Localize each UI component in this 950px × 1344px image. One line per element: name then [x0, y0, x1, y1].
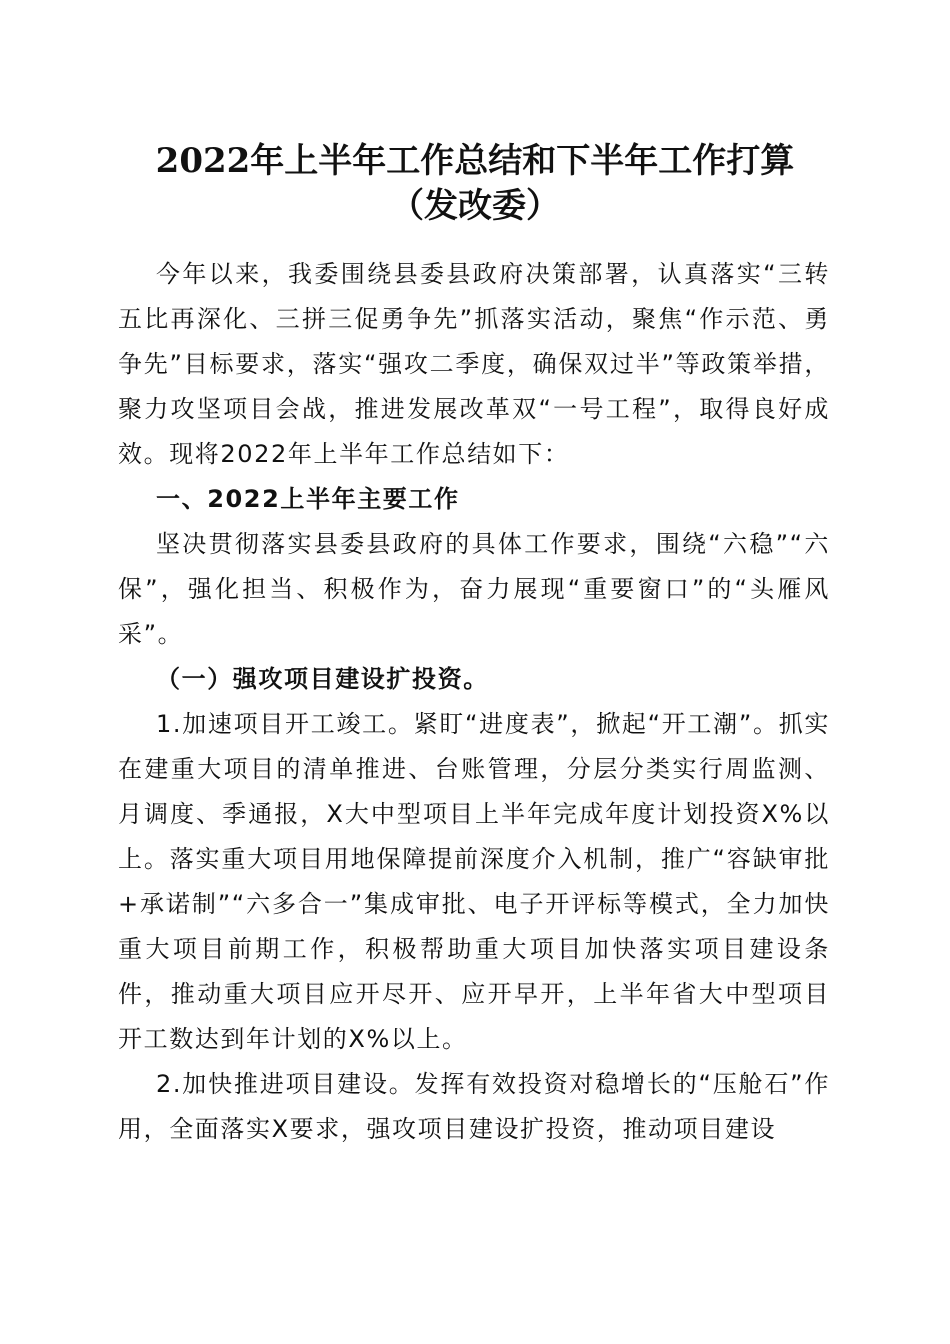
item-paragraph-2: 2.加快推进项目建设。发挥有效投资对稳增长的“压舱石”作用，全面落实X要求，强攻项目建设扩投资，推动项目建设	[118, 1070, 830, 1143]
intro-paragraph: 今年以来，我委围绕县委县政府决策部署，认真落实“三转五比再深化、三拼三促勇争先”抓落实活动，聚焦“作示范、勇争先”目标要求，落实“强攻二季度，确保双过半”等政策举措，聚力攻坚项目会战，推进发展改革双“一号工程”，取得良好成效。现将2022年上半年工作总结如下：	[118, 260, 830, 468]
section-heading: 一、2022上半年主要工作	[156, 485, 460, 513]
document-subtitle: （发改委）	[390, 186, 560, 226]
subsection-heading: （一）强攻项目建设扩投资。	[156, 665, 489, 693]
section-intro-paragraph: 坚决贯彻落实县委县政府的具体工作要求，围绕“六稳”“六保”，强化担当、积极作为，奋力展现“重要窗口”的“头雁风采”。	[118, 530, 830, 648]
document-title: 2022年上半年工作总结和下半年工作打算	[155, 141, 795, 181]
item-paragraph-1: 1.加速项目开工竣工。紧盯“进度表”，掀起“开工潮”。抓实在建重大项目的清单推进、台账管理，分层分类实行周监测、月调度、季通报，X大中型项目上半年完成年度计划投资X%以上。落实重大项目用地保障提前深度介入机制，推广“容缺审批+承诺制”“六多合一”集成审批、电子开评标等模式，全力加快重大项目前期工作，积极帮助重大项目加快落实项目建设条件，推动重大项目应开尽开、应开早开，上半年省大中型项目开工数达到年计划的X%以上。	[118, 710, 830, 1053]
document-body	[118, 252, 830, 1152]
